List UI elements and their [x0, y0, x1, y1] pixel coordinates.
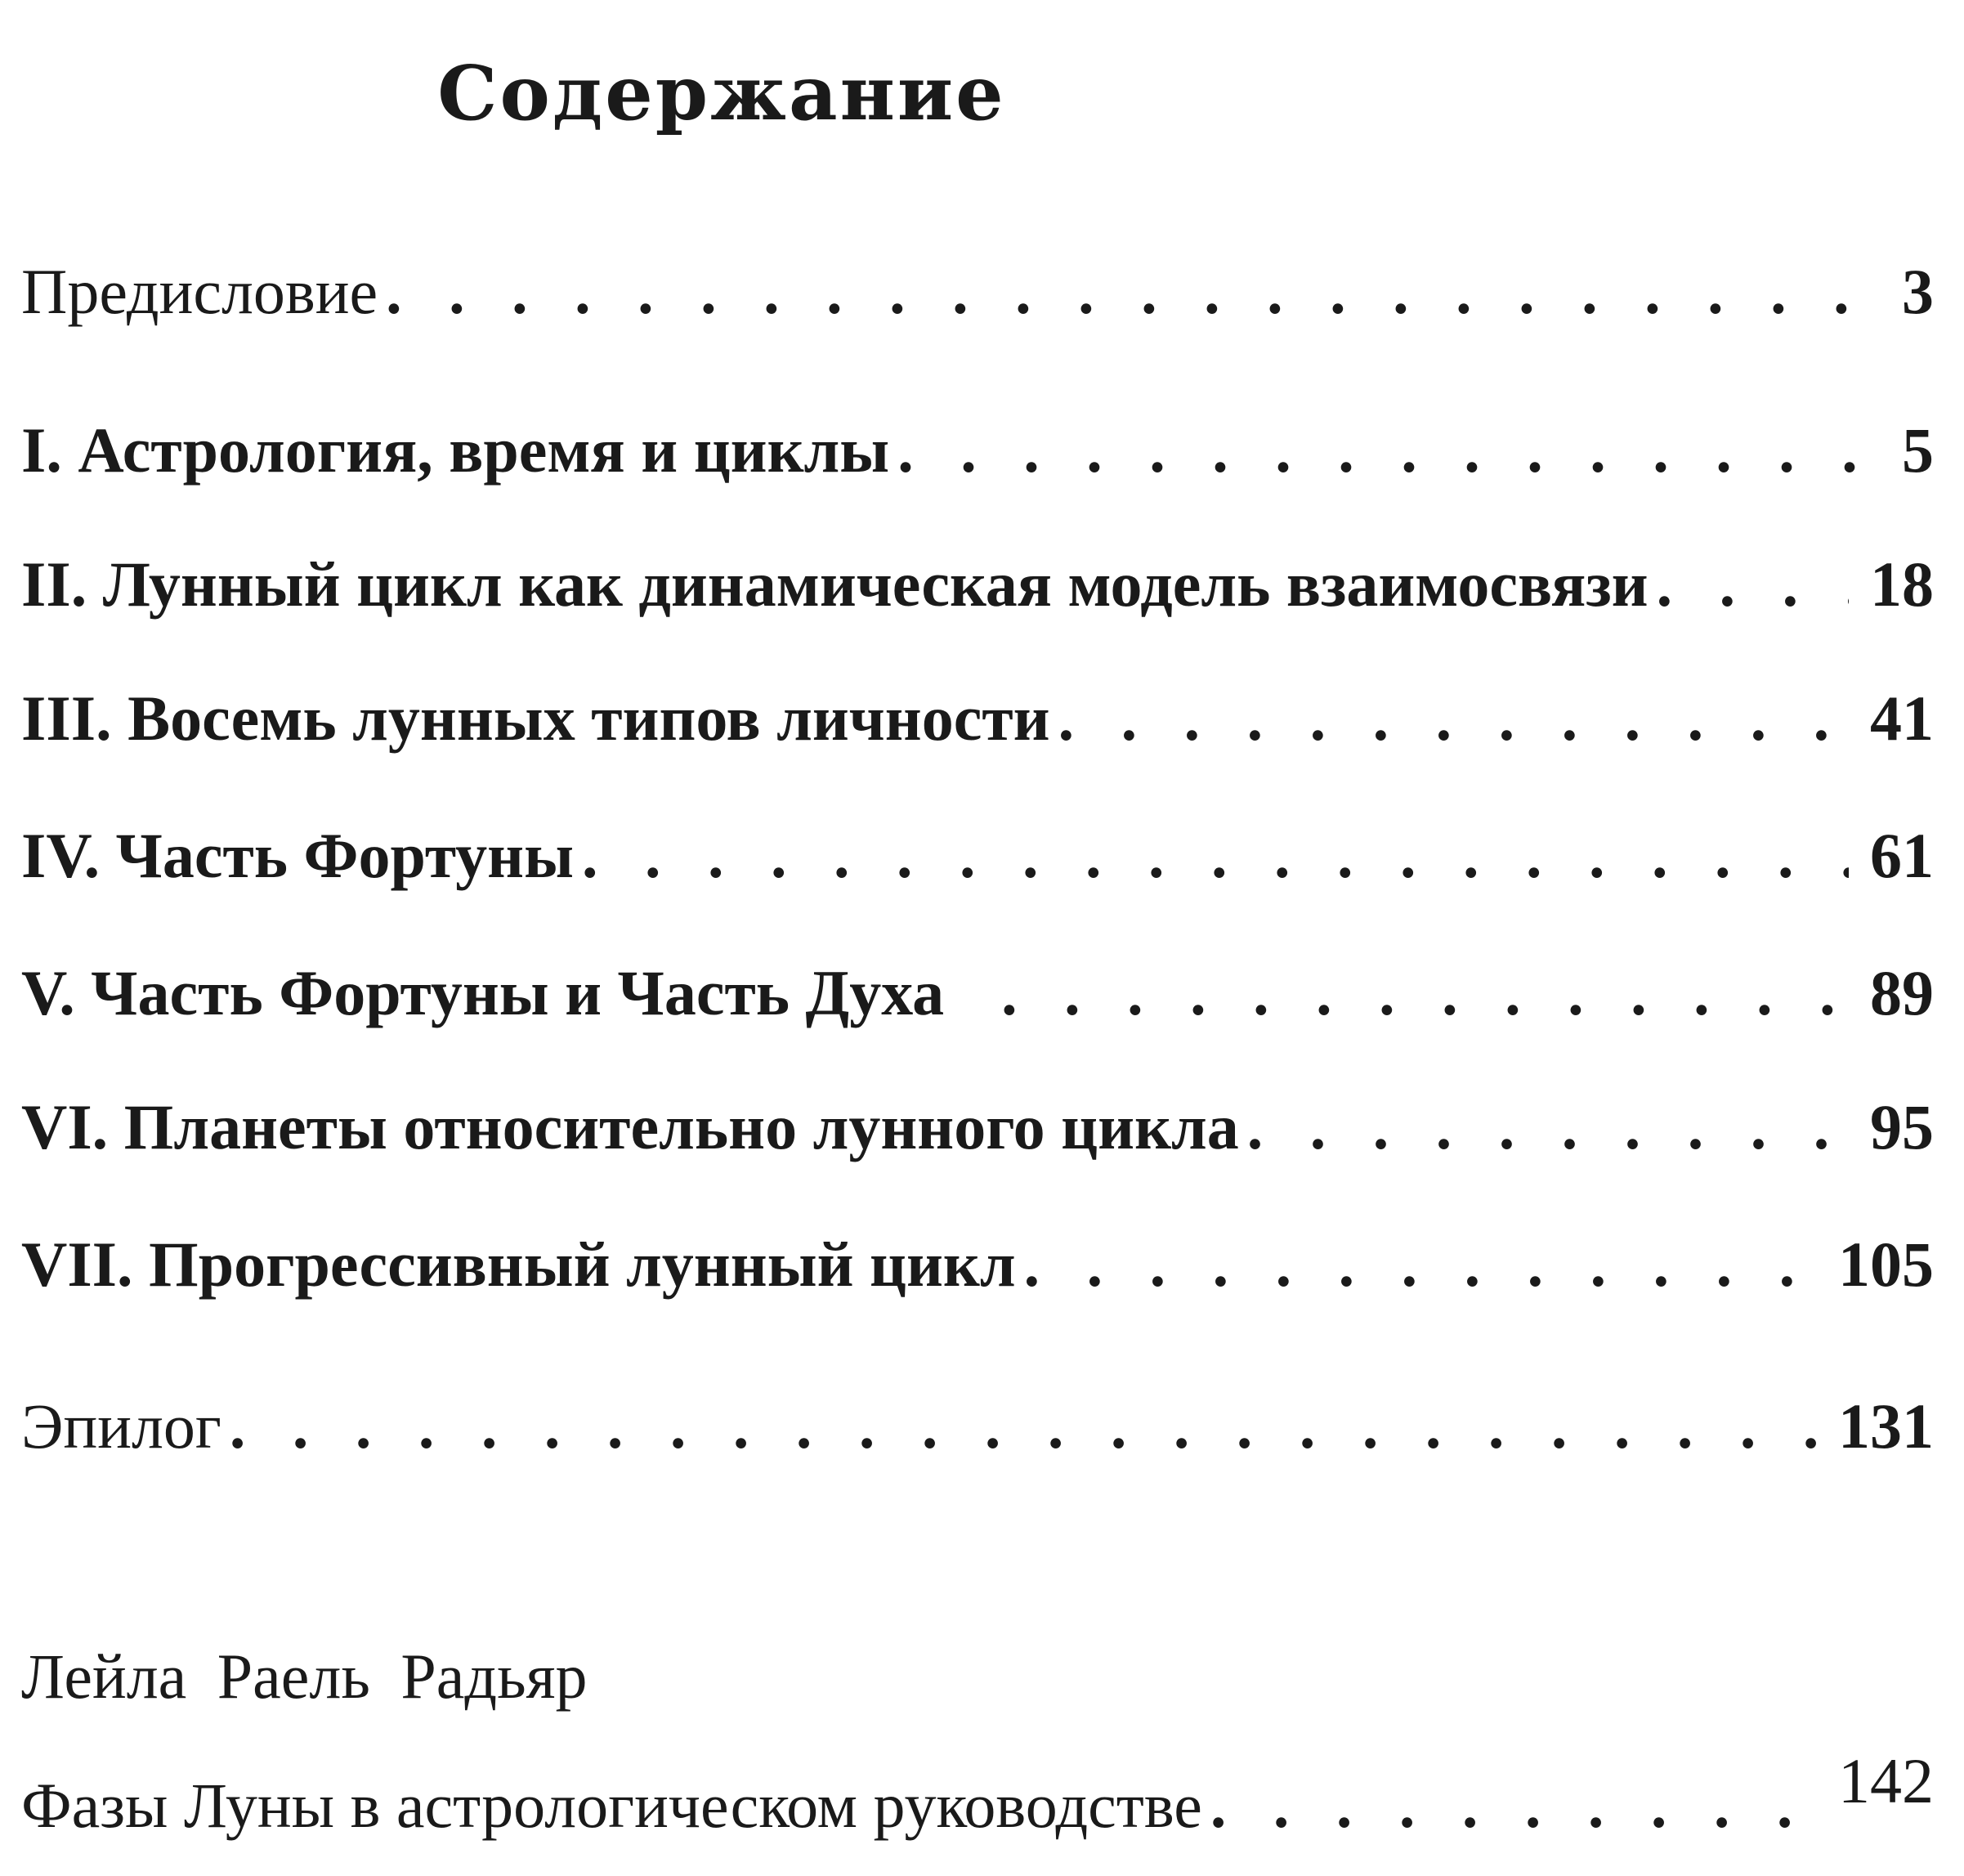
toc-entry-appendix[interactable]: [21, 1745, 1934, 1841]
toc-entry-title: IV. Часть Фортуны: [21, 820, 575, 891]
dot-leader: [582, 824, 1849, 888]
toc-entry-title: I. Астрология, время и циклы: [21, 414, 890, 486]
toc-page-number: 89: [1870, 957, 1934, 1028]
dot-leader: [1001, 961, 1849, 1025]
toc-page-number: 95: [1870, 1091, 1934, 1162]
toc-entry-chapter-2[interactable]: [21, 548, 1934, 620]
toc-page-number: 142: [1838, 1745, 1934, 1816]
toc-page-number: 41: [1870, 683, 1934, 754]
appendix-author: Лейла Раель Радьяр: [21, 1641, 588, 1712]
toc-page-number: 5: [1902, 414, 1934, 486]
dot-leader: [1058, 687, 1849, 750]
toc-entry-chapter-4[interactable]: [21, 820, 1934, 891]
toc-page-number: 131: [1838, 1390, 1934, 1462]
toc-entry-chapter-7[interactable]: [21, 1229, 1934, 1300]
toc-page-number: 105: [1838, 1229, 1934, 1300]
dot-leader: [386, 260, 1881, 324]
toc-page-number: 18: [1870, 548, 1934, 620]
toc-entry-title: VI. Планеты относительно лунного цикла: [21, 1091, 1239, 1162]
toc-entry-title: VII. Прогрессивный лунный цикл: [21, 1229, 1016, 1300]
toc-entry-chapter-1[interactable]: [21, 414, 1934, 486]
toc-entry-preface[interactable]: [21, 256, 1934, 327]
dot-leader: [1657, 553, 1849, 616]
toc-entry-epilogue[interactable]: [21, 1390, 1934, 1462]
toc-entry-title: Эпилог: [21, 1390, 221, 1462]
toc-entry-title: III. Восемь лунных типов личности: [21, 683, 1050, 754]
toc-entry-title: V. Часть Фортуны и Часть Духа: [21, 957, 945, 1028]
toc-entry-title: Фазы Луны в астрологическом руководстве: [21, 1770, 1202, 1841]
dot-leader: [897, 419, 1881, 482]
toc-entry-chapter-6[interactable]: [21, 1091, 1934, 1162]
dot-leader: [230, 1395, 1835, 1458]
toc-entry-title: II. Лунный цикл как динамическая модель взаимосвязи: [21, 548, 1649, 620]
dot-leader: [1024, 1233, 1835, 1296]
page-title: Содержание: [437, 48, 1006, 137]
toc-page-number: 61: [1870, 820, 1934, 891]
dot-leader: [1247, 1095, 1849, 1159]
toc-entry-title: Предисловие: [21, 256, 378, 327]
toc-entry-chapter-3[interactable]: [21, 683, 1934, 754]
toc-page-number: 3: [1902, 256, 1934, 327]
dot-leader: [1210, 1774, 1832, 1838]
toc-entry-chapter-5[interactable]: [21, 957, 1934, 1028]
